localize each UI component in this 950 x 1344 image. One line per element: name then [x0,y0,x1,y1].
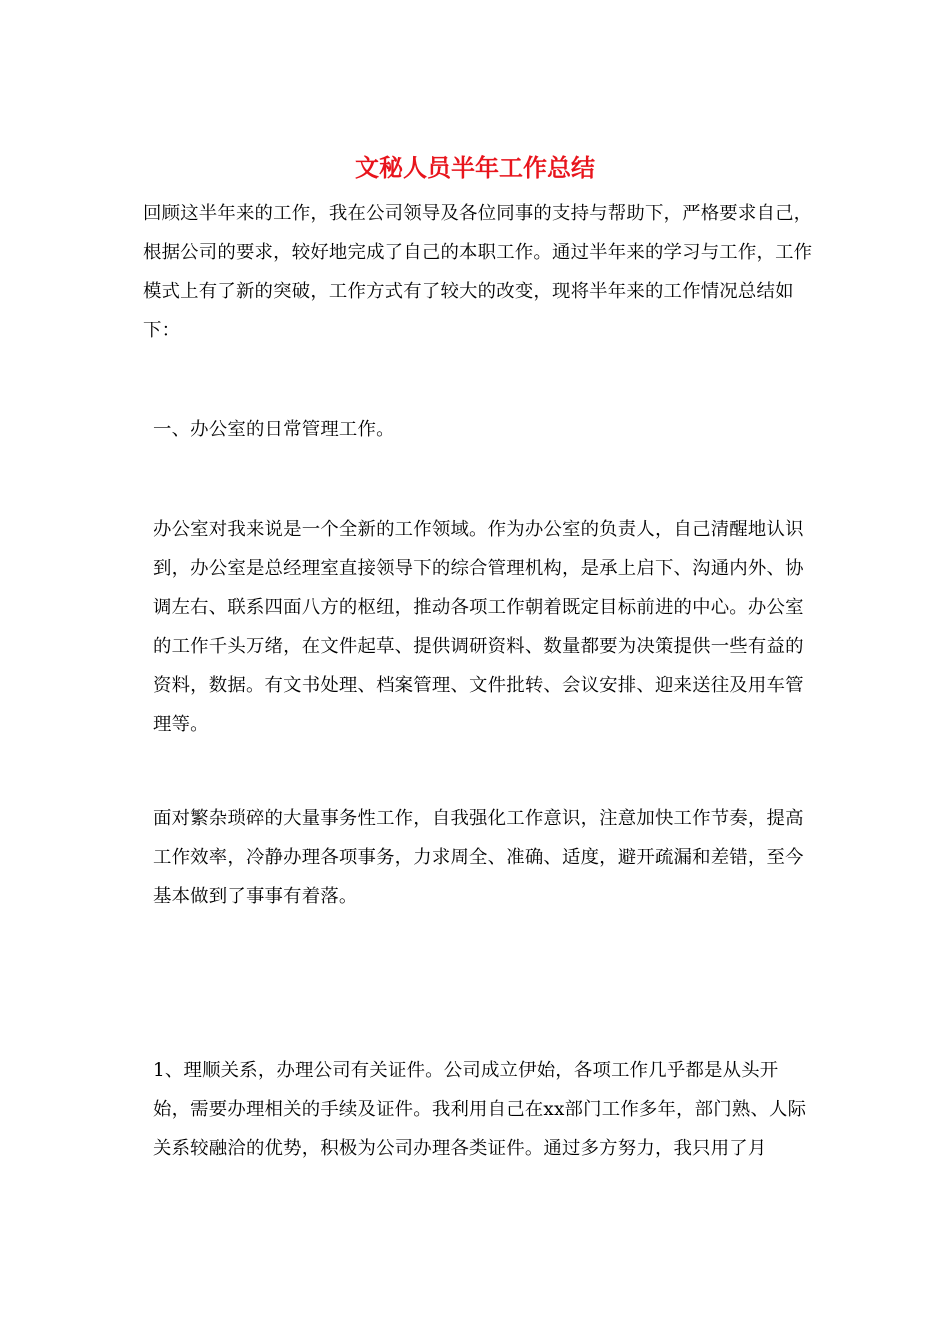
paragraph-intro: 回顾这半年来的工作，我在公司领导及各位同事的支持与帮助下，严格要求自己，根据公司的要求，较好地完成了自己的本职工作。通过半年来的学习与工作，工作模式上有了新的突破，工作方式有了较大的改变，现将半年来的工作情况总结如下： [143,203,813,341]
paragraph-daily-affairs: 面对繁杂琐碎的大量事务性工作，自我强化工作意识，注意加快工作节奏，提高工作效率，冷静办理各项事务，力求周全、准确、适度，避开疏漏和差错，至今基本做到了事事有着落。 [153,808,804,907]
paragraph-item-1-certificates: 1、理顺关系，办理公司有关证件。公司成立伊始，各项工作几乎都是从头开始，需要办理相关的手续及证件。我利用自己在xx部门工作多年，部门熟、人际关系较融洽的优势，积极为公司办理各类证件。通过多方努力，我只用了月 [153,1060,807,1159]
document-title: 文秘人员半年工作总结 [355,153,595,182]
paragraph-office-overview: 办公室对我来说是一个全新的工作领域。作为办公室的负责人，自己清醒地认识到，办公室是总经理室直接领导下的综合管理机构，是承上启下、沟通内外、协调左右、联系四面八方的枢纽，推动各项工作朝着既定目标前进的中心。办公室的工作千头万绪，在文件起草、提供调研资料、数量都要为决策提供一些有益的资料，数据。有文书处理、档案管理、文件批转、会议安排、迎来送往及用车管理等。 [153,519,804,735]
section-heading-office-management: 一、办公室的日常管理工作。 [153,419,395,440]
